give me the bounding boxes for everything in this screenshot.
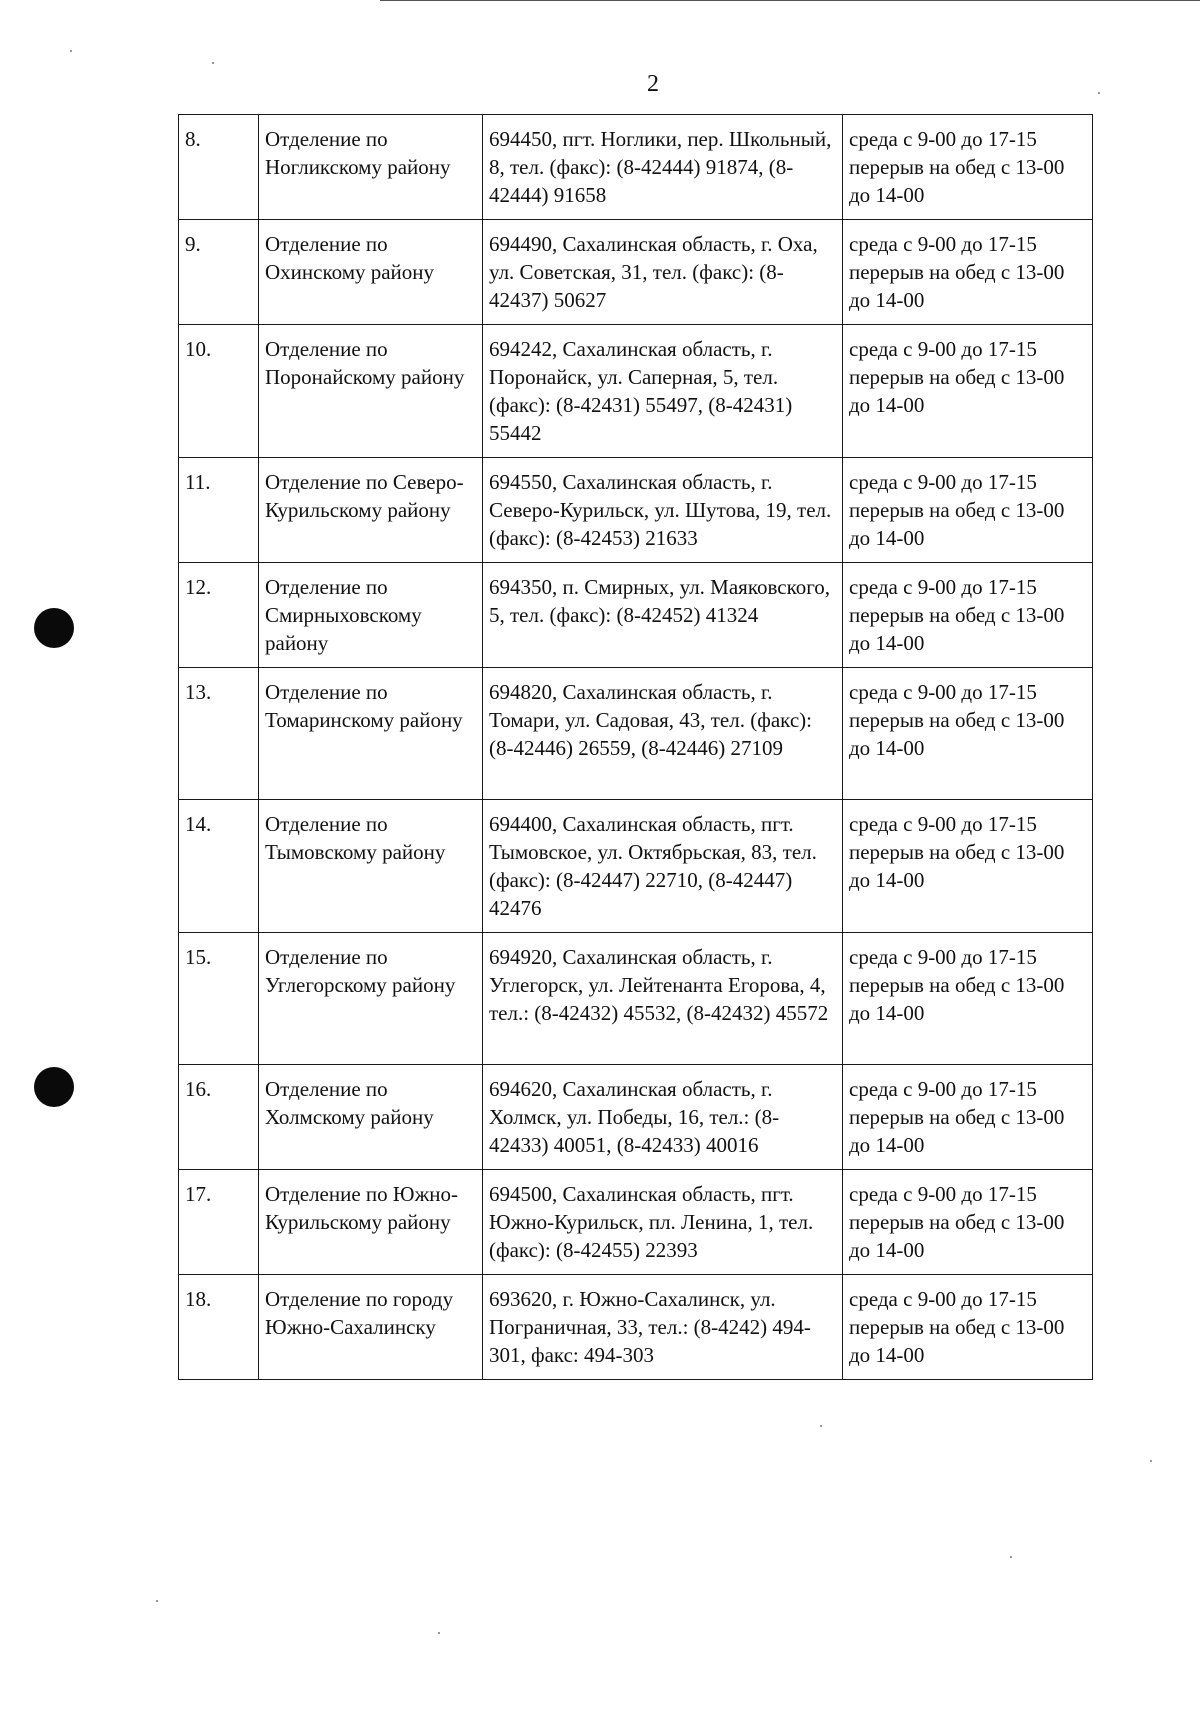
office-hours: среда с 9-00 до 17-15 перерыв на обед с 13-00 до 14-00 xyxy=(843,115,1093,220)
office-hours: среда с 9-00 до 17-15 перерыв на обед с 13-00 до 14-00 xyxy=(843,1065,1093,1170)
office-name: Отделение по Тымовскому району xyxy=(259,800,483,933)
office-hours: среда с 9-00 до 17-15 перерыв на обед с 13-00 до 14-00 xyxy=(843,458,1093,563)
office-address: 694920, Сахалинская область, г. Углегорск, ул. Лейтенанта Егорова, 4, тел.: (8-42432) 45532, (8-42432) 45572 xyxy=(483,933,843,1065)
office-address: 694350, п. Смирных, ул. Маяковского, 5, тел. (факс): (8-42452) 41324 xyxy=(483,563,843,668)
office-address: 694500, Сахалинская область, пгт. Южно-Курильск, пл. Ленина, 1, тел. (факс): (8-42455) 22393 xyxy=(483,1170,843,1275)
table-row xyxy=(179,325,1093,458)
table-row xyxy=(179,1065,1093,1170)
scan-speck xyxy=(820,1425,822,1427)
scan-speck xyxy=(70,50,72,52)
table-row xyxy=(179,458,1093,563)
row-number: 8. xyxy=(179,115,259,220)
office-hours: среда с 9-00 до 17-15 перерыв на обед с 13-00 до 14-00 xyxy=(843,1275,1093,1380)
row-number: 12. xyxy=(179,563,259,668)
row-number: 9. xyxy=(179,220,259,325)
scan-speck xyxy=(1010,1556,1012,1558)
table-row xyxy=(179,220,1093,325)
scan-speck xyxy=(438,1632,440,1634)
punch-hole xyxy=(34,608,74,648)
row-number: 15. xyxy=(179,933,259,1065)
office-hours: среда с 9-00 до 17-15 перерыв на обед с 13-00 до 14-00 xyxy=(843,220,1093,325)
office-name: Отделение по Томаринскому району xyxy=(259,668,483,800)
row-number: 16. xyxy=(179,1065,259,1170)
table-row xyxy=(179,563,1093,668)
table-row xyxy=(179,933,1093,1065)
office-name: Отделение по Северо-Курильскому району xyxy=(259,458,483,563)
row-number: 14. xyxy=(179,800,259,933)
office-hours: среда с 9-00 до 17-15 перерыв на обед с 13-00 до 14-00 xyxy=(843,933,1093,1065)
office-address: 694620, Сахалинская область, г. Холмск, ул. Победы, 16, тел.: (8-42433) 40051, (8-42433) 40016 xyxy=(483,1065,843,1170)
office-hours: среда с 9-00 до 17-15 перерыв на обед с 13-00 до 14-00 xyxy=(843,668,1093,800)
offices-table xyxy=(178,114,1093,1380)
office-address: 693620, г. Южно-Сахалинск, ул. Пограничная, 33, тел.: (8-4242) 494-301, факс: 494-303 xyxy=(483,1275,843,1380)
row-number: 17. xyxy=(179,1170,259,1275)
office-name: Отделение по Холмскому району xyxy=(259,1065,483,1170)
scan-speck xyxy=(212,62,214,64)
table-row xyxy=(179,1275,1093,1380)
office-address: 694820, Сахалинская область, г. Томари, ул. Садовая, 43, тел. (факс): (8-42446) 26559, (8-42446) 27109 xyxy=(483,668,843,800)
office-hours: среда с 9-00 до 17-15 перерыв на обед с 13-00 до 14-00 xyxy=(843,1170,1093,1275)
table-row xyxy=(179,668,1093,800)
row-number: 11. xyxy=(179,458,259,563)
scan-top-rule xyxy=(380,0,1200,1)
office-name: Отделение по Южно-Курильскому району xyxy=(259,1170,483,1275)
office-address: 694400, Сахалинская область, пгт. Тымовское, ул. Октябрьская, 83, тел. (факс): (8-42447) 22710, (8-42447) 42476 xyxy=(483,800,843,933)
office-name: Отделение по Поронайскому району xyxy=(259,325,483,458)
office-address: 694242, Сахалинская область, г. Поронайск, ул. Саперная, 5, тел. (факс): (8-42431) 55497, (8-42431) 55442 xyxy=(483,325,843,458)
office-hours: среда с 9-00 до 17-15 перерыв на обед с 13-00 до 14-00 xyxy=(843,800,1093,933)
office-address: 694550, Сахалинская область, г. Северо-Курильск, ул. Шутова, 19, тел. (факс): (8-42453) 21633 xyxy=(483,458,843,563)
scan-speck xyxy=(1098,92,1100,94)
row-number: 18. xyxy=(179,1275,259,1380)
office-hours: среда с 9-00 до 17-15 перерыв на обед с 13-00 до 14-00 xyxy=(843,563,1093,668)
office-name: Отделение по Охинскому району xyxy=(259,220,483,325)
table-row xyxy=(179,115,1093,220)
office-address: 694490, Сахалинская область, г. Оха, ул. Советская, 31, тел. (факс): (8-42437) 50627 xyxy=(483,220,843,325)
office-name: Отделение по городу Южно-Сахалинску xyxy=(259,1275,483,1380)
office-name: Отделение по Смирныховскому району xyxy=(259,563,483,668)
row-number: 13. xyxy=(179,668,259,800)
scan-speck xyxy=(156,1600,158,1602)
office-name: Отделение по Ногликскому району xyxy=(259,115,483,220)
office-address: 694450, пгт. Ноглики, пер. Школьный, 8, тел. (факс): (8-42444) 91874, (8-42444) 91658 xyxy=(483,115,843,220)
punch-hole xyxy=(34,1067,74,1107)
office-name: Отделение по Углегорскому району xyxy=(259,933,483,1065)
table-row xyxy=(179,800,1093,933)
row-number: 10. xyxy=(179,325,259,458)
scan-speck xyxy=(1150,1460,1152,1462)
table-row xyxy=(179,1170,1093,1275)
office-hours: среда с 9-00 до 17-15 перерыв на обед с 13-00 до 14-00 xyxy=(843,325,1093,458)
page-number: 2 xyxy=(647,71,659,97)
